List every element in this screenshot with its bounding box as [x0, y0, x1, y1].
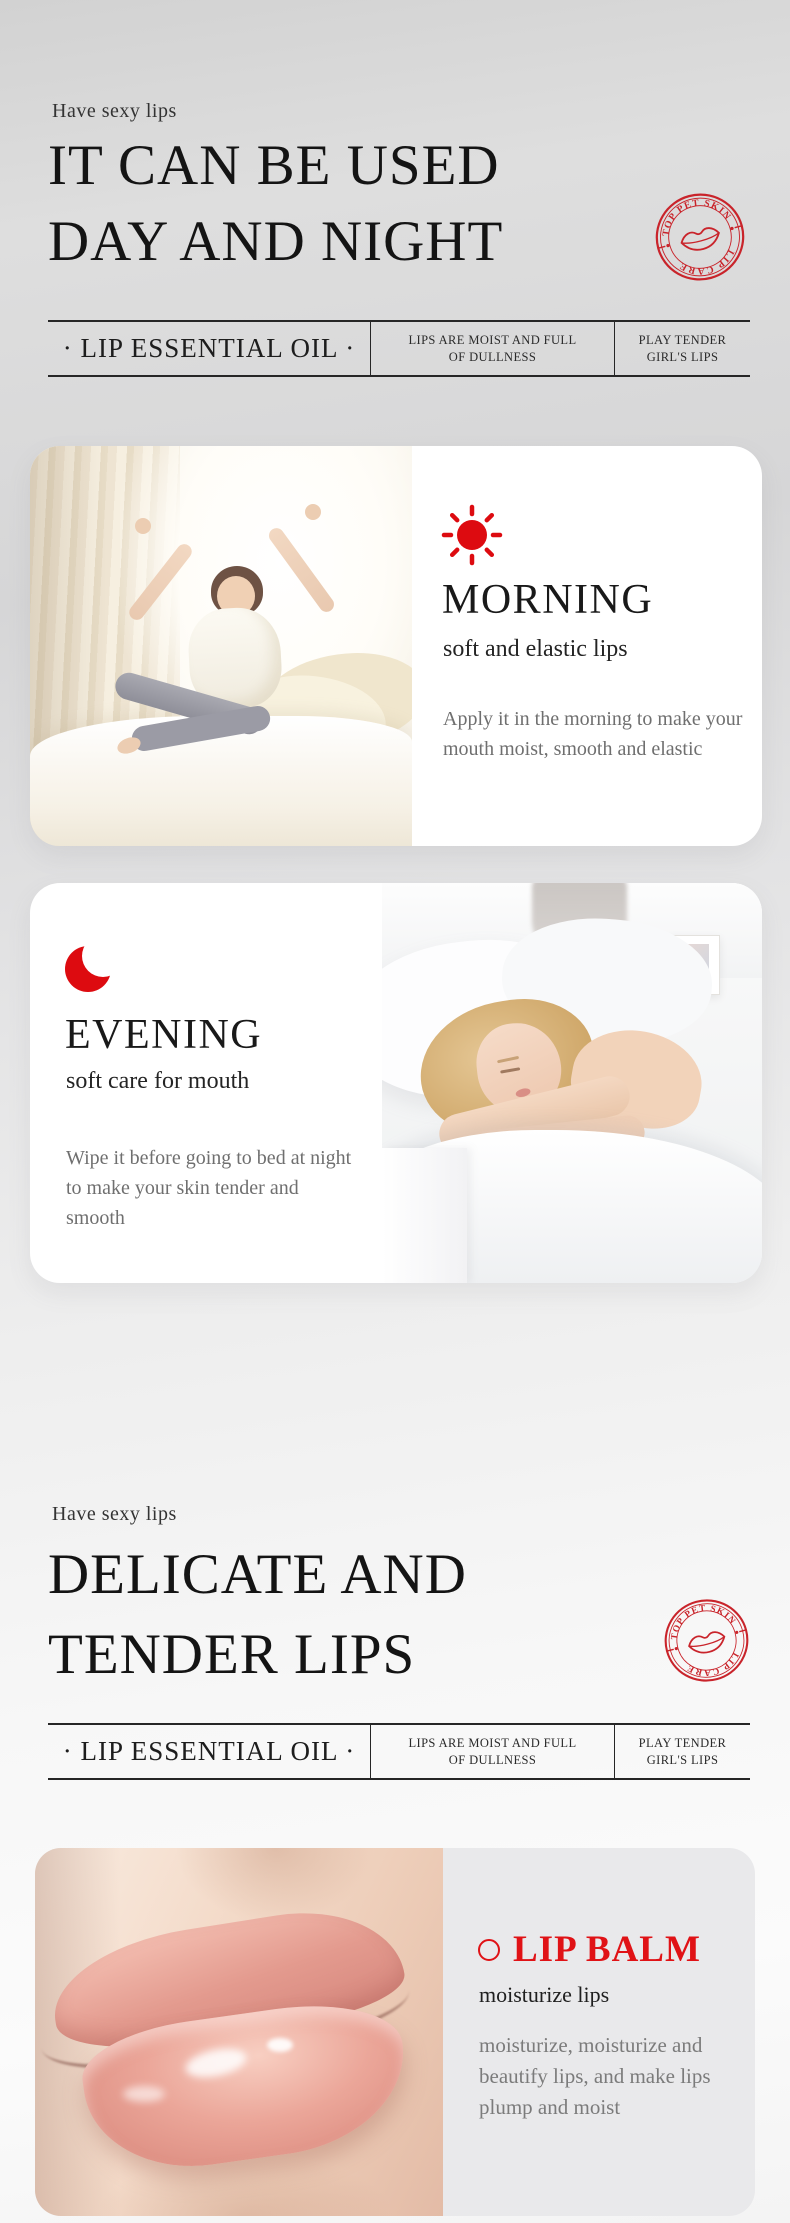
- morning-body: Apply it in the morning to make your mouth moist, smooth and elastic: [443, 708, 743, 760]
- lip-essential-oil-label: · LIP ESSENTIAL OIL ·: [62, 1736, 356, 1766]
- stamp-bottom-text: LIP CARE: [684, 1650, 741, 1679]
- feature-bar-mid: [370, 322, 615, 375]
- evening-title: EVENING: [65, 1012, 263, 1058]
- section2-eyebrow: Have sexy lips: [52, 1503, 177, 1525]
- morning-subtitle: soft and elastic lips: [443, 636, 628, 662]
- evening-body: Wipe it before going to bed at night to make your skin tender and smooth: [66, 1147, 352, 1229]
- section2-title-line2: TENDER LIPS: [48, 1623, 416, 1686]
- lips-stamp-icon: [654, 191, 746, 283]
- morning-photo: [30, 446, 412, 846]
- feature-bar: [48, 1723, 750, 1780]
- ring-icon: [478, 1939, 500, 1961]
- feature-right-line2: GIRL'S LIPS: [646, 1752, 719, 1767]
- feature-bar-right: [615, 322, 750, 375]
- evening-subtitle: soft care for mouth: [66, 1068, 250, 1094]
- lip-balm-body: moisturize, moisturize and beautify lips, and make lips plump and moist: [479, 2033, 711, 2119]
- feature-right-line2: GIRL'S LIPS: [646, 349, 719, 364]
- feature-mid-line1: LIPS ARE MOIST AND FULL: [408, 1735, 577, 1750]
- feature-right-line1: PLAY TENDER: [638, 1735, 727, 1750]
- feature-bar-left: [48, 322, 370, 375]
- sun-icon: [440, 503, 504, 567]
- lips-stamp-icon: [663, 1597, 750, 1684]
- morning-title: MORNING: [442, 577, 654, 623]
- stretching-woman-figure: [125, 506, 345, 776]
- feature-mid-line2: OF DULLNESS: [448, 349, 537, 364]
- section1-title-line2: DAY AND NIGHT: [48, 210, 504, 273]
- section1-title: [48, 128, 503, 280]
- feature-bar: [48, 320, 750, 377]
- stamp-bottom-text: LIP CARE: [676, 247, 737, 277]
- section1-eyebrow: Have sexy lips: [52, 100, 177, 122]
- feature-mid-line1: LIPS ARE MOIST AND FULL: [408, 332, 577, 347]
- section2-title: [48, 1535, 467, 1695]
- lip-balm-subtitle: moisturize lips: [479, 1982, 610, 2007]
- moon-icon: [63, 939, 119, 995]
- lip-essential-oil-label: · LIP ESSENTIAL OIL ·: [62, 333, 356, 363]
- feature-mid-line2: OF DULLNESS: [448, 1752, 537, 1767]
- stamp-top-text: TOP PET SKIN: [668, 1602, 739, 1641]
- feature-bar-mid: [370, 1725, 615, 1778]
- section2-title-line1: DELICATE AND: [48, 1543, 467, 1606]
- lips-closeup-photo: [35, 1848, 443, 2216]
- feature-bar-right: [615, 1725, 750, 1778]
- evening-photo: [382, 883, 762, 1283]
- lip-balm-title: LIP BALM: [513, 1929, 701, 1970]
- evening-card: [30, 883, 762, 1283]
- lip-balm-heading-row: [478, 1928, 701, 1971]
- feature-right-line1: PLAY TENDER: [638, 332, 727, 347]
- section1-title-line1: IT CAN BE USED: [48, 134, 500, 197]
- feature-bar-left: [48, 1725, 370, 1778]
- stamp-top-text: TOP PET SKIN: [660, 197, 734, 237]
- morning-card: [30, 446, 762, 846]
